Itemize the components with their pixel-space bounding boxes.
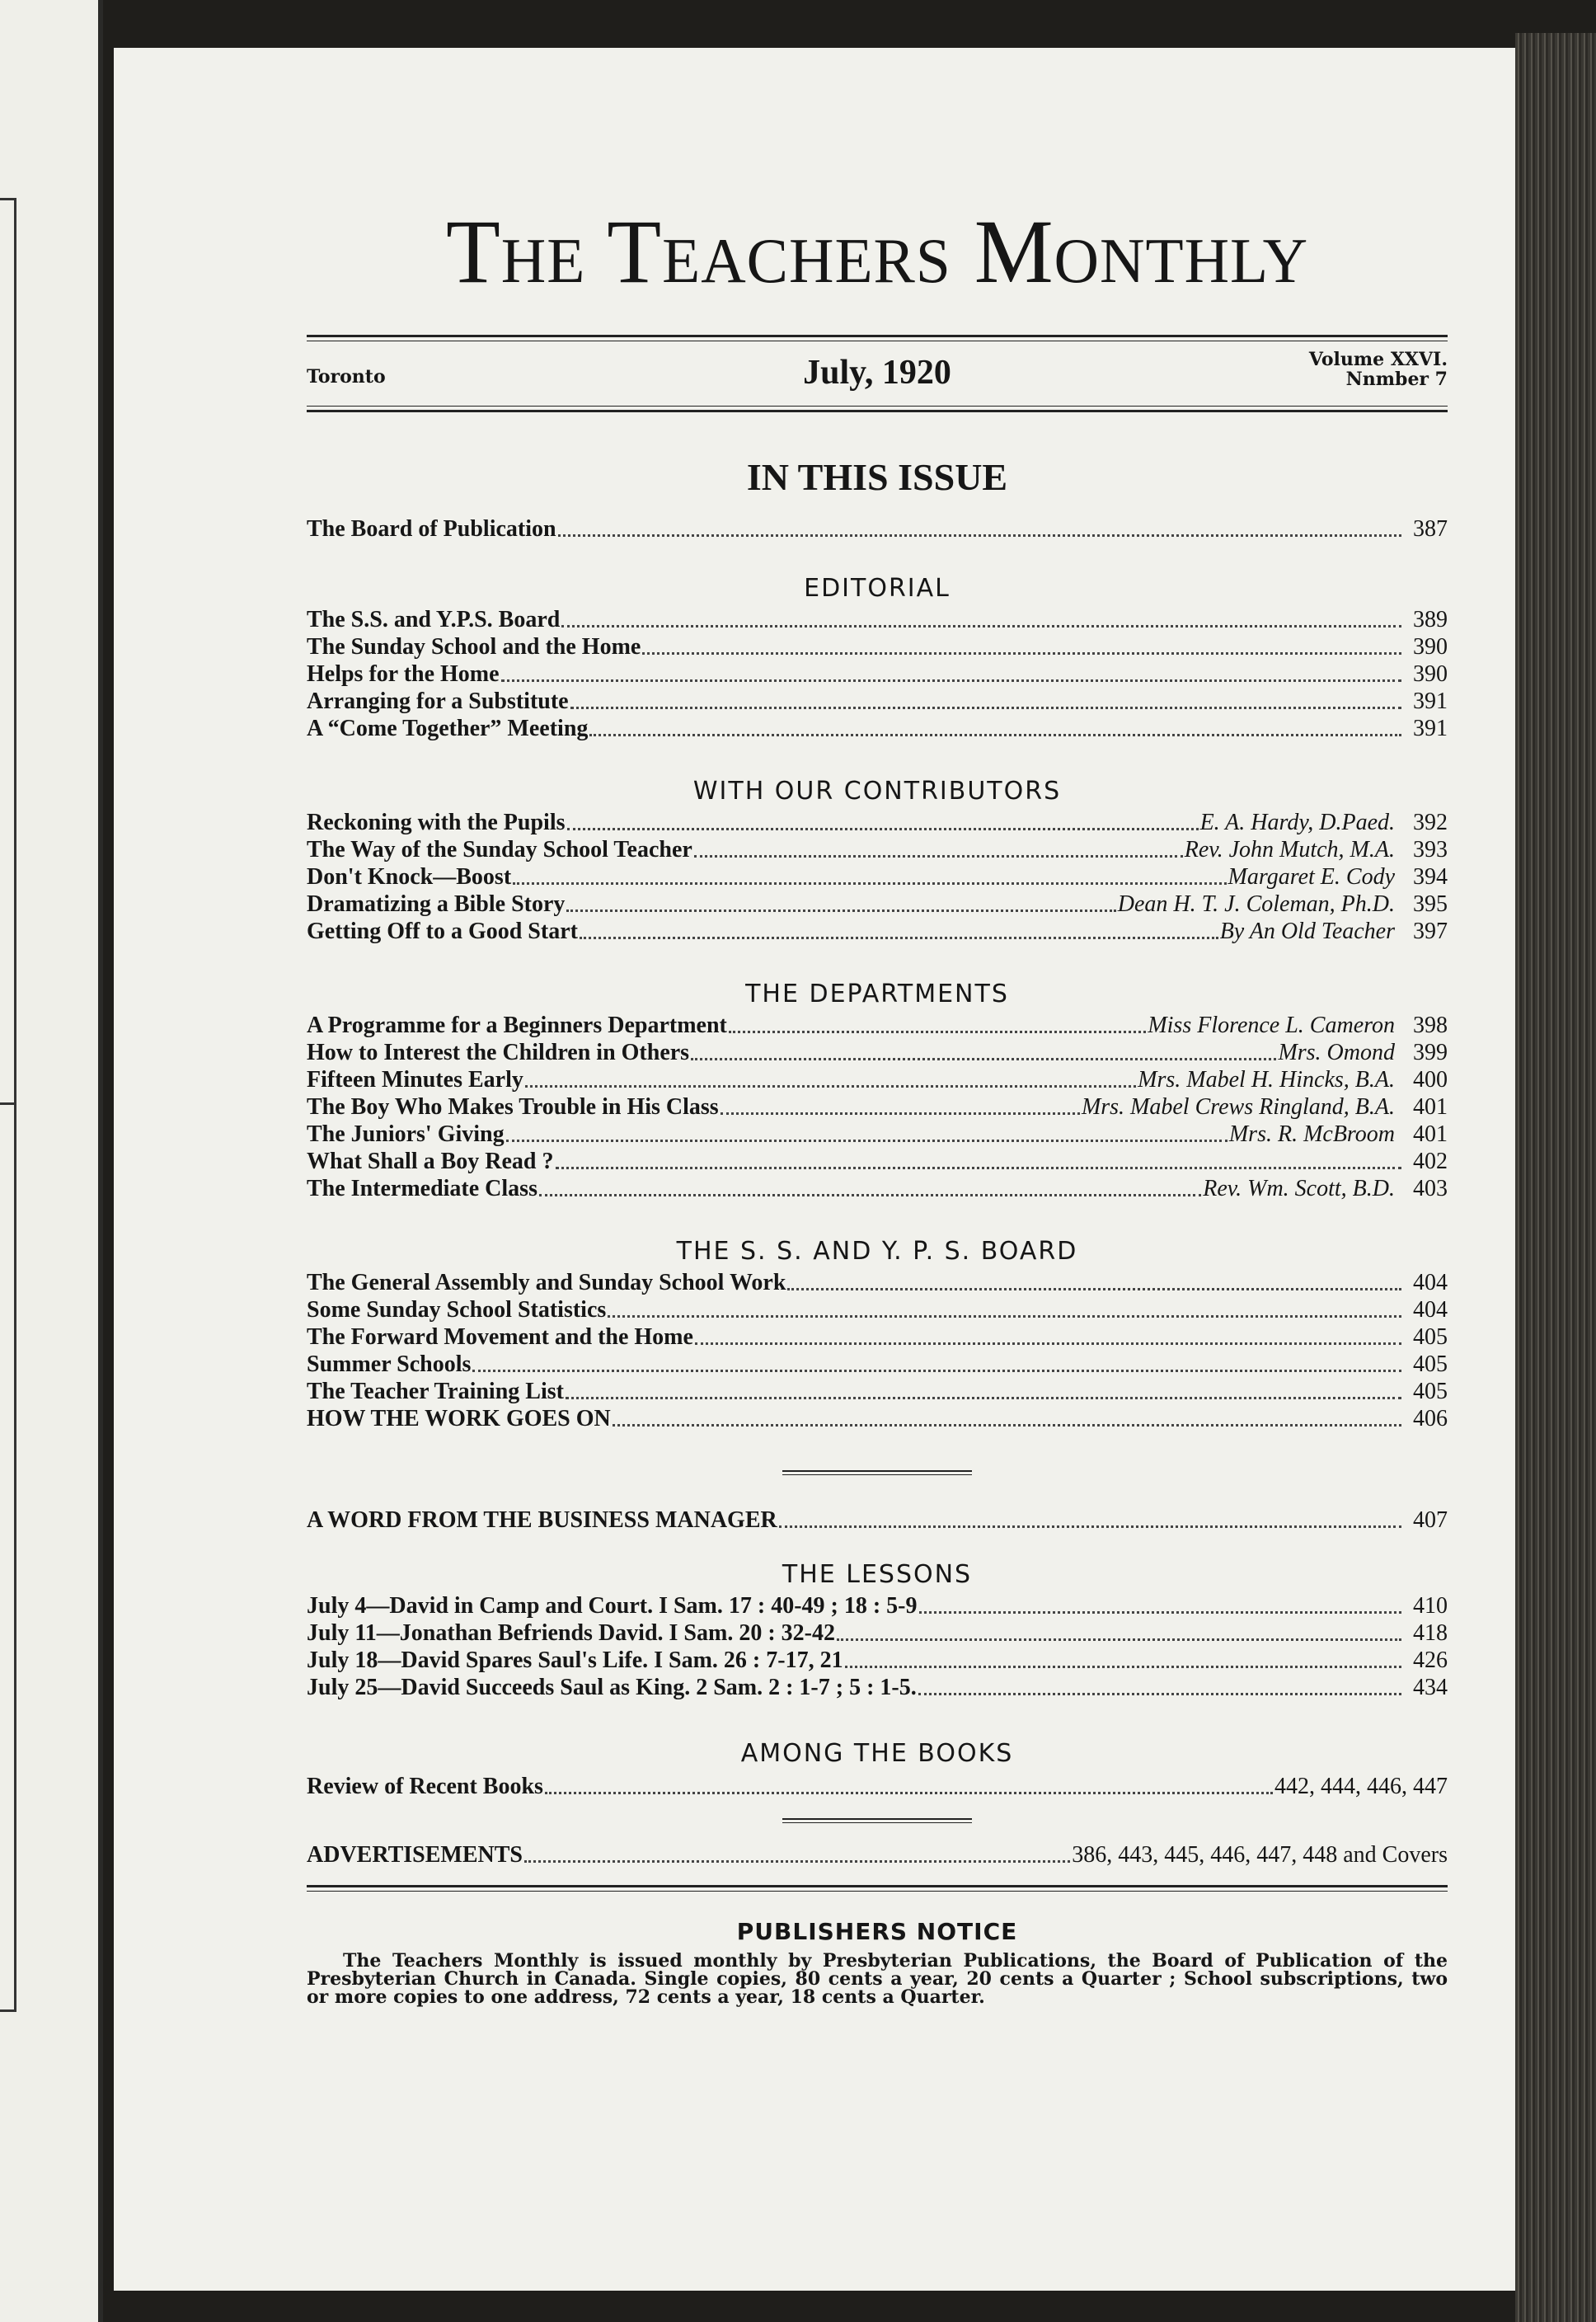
section-heading: EDITORIAL <box>804 574 951 603</box>
lessons-list <box>307 1592 1448 1701</box>
entry-title: Getting Off to a Good Start <box>307 919 578 944</box>
dot-leader <box>695 1342 1401 1345</box>
toc-entry <box>307 1592 1448 1619</box>
dot-leader <box>787 1288 1401 1290</box>
entry-page: 418 <box>1413 1620 1448 1646</box>
toc-entry <box>307 1841 1448 1868</box>
toc-entry <box>307 606 1448 633</box>
dateline <box>307 341 1448 406</box>
entry-author: Margaret E. Cody <box>1228 864 1395 890</box>
section-heading: THE S. S. AND Y. P. S. BOARD <box>676 1237 1078 1266</box>
entry-title: Summer Schools <box>307 1351 472 1377</box>
entry-title: The Way of the Sunday School Teacher <box>307 837 692 863</box>
toc-entry <box>307 688 1448 715</box>
toc-entry <box>307 1674 1448 1701</box>
toc-entry <box>307 1647 1448 1674</box>
entry-title: Review of Recent Books <box>307 1774 543 1799</box>
dot-leader <box>919 1611 1402 1614</box>
toc-entry <box>307 715 1448 742</box>
toc-entry <box>307 515 1448 543</box>
entry-author: Mrs. Mabel Crews Ringland, B.A. <box>1081 1094 1395 1120</box>
dot-leader <box>613 1424 1401 1427</box>
entry-title: The Intermediate Class <box>307 1176 537 1201</box>
entry-page: 398 <box>1413 1013 1448 1038</box>
entry-title: The Sunday School and the Home <box>307 634 641 660</box>
notice-body: The Teachers Monthly is issued monthly by Presbyterian Publications, the Board of Publication of the Presbyterian Church in Canada. Single copies, 80 cents a year, 20 cents a Quarter ; School subscriptions, two or more copies to one address, 72 cents a year, 18 cents a Quarter. <box>307 1950 1448 2008</box>
entry-title: July 4—David in Camp and Court. I Sam. 17 : 40-49 ; 18 : 5-9 <box>307 1593 918 1619</box>
dot-leader <box>525 1085 1136 1088</box>
masthead-title: The Teachers Monthly <box>445 201 1309 302</box>
volume-label: Volume XXVI. <box>1308 349 1448 370</box>
entry-title: The Juniors' Giving <box>307 1121 505 1147</box>
entry-page: 397 <box>1413 919 1448 944</box>
notice-heading: PUBLISHERS NOTICE <box>736 1918 1018 1945</box>
entry-author: Mrs. R. McBroom <box>1228 1121 1395 1147</box>
toc-entry <box>307 1012 1448 1039</box>
entry-page: 390 <box>1413 661 1448 687</box>
lessons-heading: THE LESSONS <box>782 1560 973 1589</box>
toc-entry <box>307 891 1448 918</box>
dot-leader <box>642 652 1401 655</box>
entry-page: 389 <box>1413 607 1448 632</box>
entry-author: Rev. Wm. Scott, B.D. <box>1203 1176 1395 1201</box>
dot-leader <box>845 1666 1401 1668</box>
dateline-city: Toronto <box>307 366 386 388</box>
entry-title: The General Assembly and Sunday School Work <box>307 1270 786 1295</box>
section-heading: WITH OUR CONTRIBUTORS <box>692 777 1062 806</box>
entry-page: 426 <box>1413 1647 1448 1673</box>
toc-entry <box>307 1773 1448 1800</box>
entry-page: 387 <box>1413 516 1448 542</box>
entry-author: Mrs. Omond <box>1278 1040 1395 1065</box>
entry-page: 392 <box>1413 810 1448 835</box>
dot-leader <box>501 679 1401 682</box>
books-heading: AMONG THE BOOKS <box>740 1739 1014 1768</box>
entry-page: 405 <box>1413 1324 1448 1350</box>
dot-leader <box>608 1315 1401 1318</box>
facing-page-frame <box>0 1105 16 2012</box>
issue-heading: IN THIS ISSUE <box>746 456 1008 498</box>
entry-title: Reckoning with the Pupils <box>307 810 566 835</box>
entry-title: A WORD FROM THE BUSINESS MANAGER <box>307 1507 777 1533</box>
entry-title: How to Interest the Children in Others <box>307 1040 690 1065</box>
business-entry <box>307 1506 1448 1534</box>
facing-page-edge <box>0 0 103 2322</box>
entry-page: 405 <box>1413 1351 1448 1377</box>
entry-title: Arranging for a Substitute <box>307 689 569 714</box>
dot-leader <box>694 855 1183 858</box>
section-heading: THE DEPARTMENTS <box>745 980 1009 1008</box>
entry-author: E. A. Hardy, D.Paed. <box>1199 810 1395 835</box>
entry-title: HOW THE WORK GOES ON <box>307 1406 611 1431</box>
entry-page: 404 <box>1413 1297 1448 1323</box>
dot-leader <box>729 1031 1146 1033</box>
entry-title: July 25—David Succeeds Saul as King. 2 Sam. 2 : 1-7 ; 5 : 1-5. <box>307 1675 917 1700</box>
entry-title: Dramatizing a Bible Story <box>307 891 566 917</box>
entry-page: 399 <box>1413 1040 1448 1065</box>
entry-page: 403 <box>1413 1176 1448 1201</box>
number-label: Nnmber 7 <box>1345 369 1448 390</box>
dot-leader <box>513 882 1226 885</box>
entry-title: The Forward Movement and the Home <box>307 1324 693 1350</box>
toc-entry <box>307 1351 1448 1378</box>
toc-entry <box>307 1378 1448 1405</box>
entry-page: 410 <box>1413 1593 1448 1619</box>
entry-page: 401 <box>1413 1121 1448 1147</box>
contents-page <box>307 201 1448 2008</box>
dot-leader <box>506 1140 1228 1142</box>
entry-title: A “Come Together” Meeting <box>307 716 589 741</box>
entry-title: A Programme for a Beginners Department <box>307 1013 727 1038</box>
entry-page: 395 <box>1413 891 1448 917</box>
advertisements-entry <box>307 1841 1448 1868</box>
dot-leader <box>691 1058 1276 1060</box>
dot-leader <box>539 1194 1201 1196</box>
dateline-rule <box>307 406 1448 412</box>
dot-leader <box>570 707 1401 709</box>
entry-author: Miss Florence L. Cameron <box>1148 1013 1395 1038</box>
facing-page-frame <box>0 198 16 1105</box>
toc-entry <box>307 809 1448 836</box>
toc-entry <box>307 1506 1448 1534</box>
entry-title: The S.S. and Y.P.S. Board <box>307 607 561 632</box>
entry-page: 402 <box>1413 1149 1448 1174</box>
entry-page: 390 <box>1413 634 1448 660</box>
toc-entry <box>307 633 1448 660</box>
dot-leader <box>472 1370 1401 1372</box>
toc-entry <box>307 1175 1448 1202</box>
entry-page: 405 <box>1413 1379 1448 1404</box>
entry-title: ADVERTISEMENTS <box>307 1842 523 1868</box>
toc-entry <box>307 1121 1448 1148</box>
entry-page: 404 <box>1413 1270 1448 1295</box>
entry-title: What Shall a Boy Read ? <box>307 1149 554 1174</box>
entry-title: Don't Knock—Boost <box>307 864 512 890</box>
masthead-rule <box>307 335 1448 341</box>
entry-page: 391 <box>1413 689 1448 714</box>
toc-entry <box>307 1619 1448 1647</box>
dot-leader <box>567 828 1199 830</box>
dot-leader <box>558 534 1401 537</box>
books-list <box>307 1773 1448 1800</box>
toc-entry <box>307 836 1448 863</box>
dot-leader <box>779 1525 1401 1528</box>
toc-entry <box>307 1323 1448 1351</box>
dot-leader <box>589 734 1401 736</box>
dot-leader <box>918 1693 1401 1695</box>
notice-rule <box>307 1885 1448 1892</box>
entry-page: 400 <box>1413 1067 1448 1093</box>
entry-page: 407 <box>1413 1507 1448 1533</box>
issue-date: July, 1920 <box>803 354 951 392</box>
dot-leader <box>580 937 1218 939</box>
entry-author: Rev. John Mutch, M.A. <box>1184 837 1395 863</box>
entry-page: 434 <box>1413 1675 1448 1700</box>
toc-sections <box>307 543 1448 1432</box>
entry-author: Mrs. Mabel H. Hincks, B.A. <box>1138 1067 1395 1093</box>
entry-page: 406 <box>1413 1406 1448 1431</box>
entry-page: 442, 444, 446, 447 <box>1274 1774 1448 1799</box>
entry-title: The Boy Who Makes Trouble in His Class <box>307 1094 719 1120</box>
entry-page: 393 <box>1413 837 1448 863</box>
toc-entry <box>307 1405 1448 1432</box>
entry-title: July 11—Jonathan Befriends David. I Sam. 20 : 32-42 <box>307 1620 835 1646</box>
entry-title: Some Sunday School Statistics <box>307 1297 607 1323</box>
toc-entry <box>307 863 1448 891</box>
entry-title: The Teacher Training List <box>307 1379 564 1404</box>
intro-list <box>307 515 1448 543</box>
toc-entry <box>307 1039 1448 1066</box>
dot-leader <box>566 910 1115 912</box>
toc-entry <box>307 1093 1448 1121</box>
dot-leader <box>556 1167 1402 1169</box>
dot-leader <box>837 1638 1401 1641</box>
entry-page: 401 <box>1413 1094 1448 1120</box>
entry-title: July 18—David Spares Saul's Life. I Sam. 26 : 7-17, 21 <box>307 1647 843 1673</box>
entry-page: 391 <box>1413 716 1448 741</box>
entry-page: 386, 443, 445, 446, 447, 448 and Covers <box>1072 1842 1448 1868</box>
dot-leader <box>545 1792 1273 1794</box>
toc-entry <box>307 1269 1448 1296</box>
entry-title: Helps for the Home <box>307 661 500 687</box>
dot-leader <box>524 1860 1070 1863</box>
entry-page: 394 <box>1413 864 1448 890</box>
dot-leader <box>566 1397 1401 1399</box>
volume-number <box>1309 350 1448 389</box>
toc-entry <box>307 1296 1448 1323</box>
entry-author: Dean H. T. J. Coleman, Ph.D. <box>1117 891 1395 917</box>
dot-leader <box>561 625 1401 628</box>
dot-leader <box>721 1112 1080 1115</box>
toc-entry <box>307 918 1448 945</box>
toc-entry <box>307 1148 1448 1175</box>
entry-title: The Board of Publication <box>307 516 556 542</box>
entry-title: Fifteen Minutes Early <box>307 1067 523 1093</box>
toc-entry <box>307 1066 1448 1093</box>
toc-entry <box>307 660 1448 688</box>
entry-author: By An Old Teacher <box>1219 919 1395 944</box>
book-page-edges <box>1515 33 1596 2322</box>
